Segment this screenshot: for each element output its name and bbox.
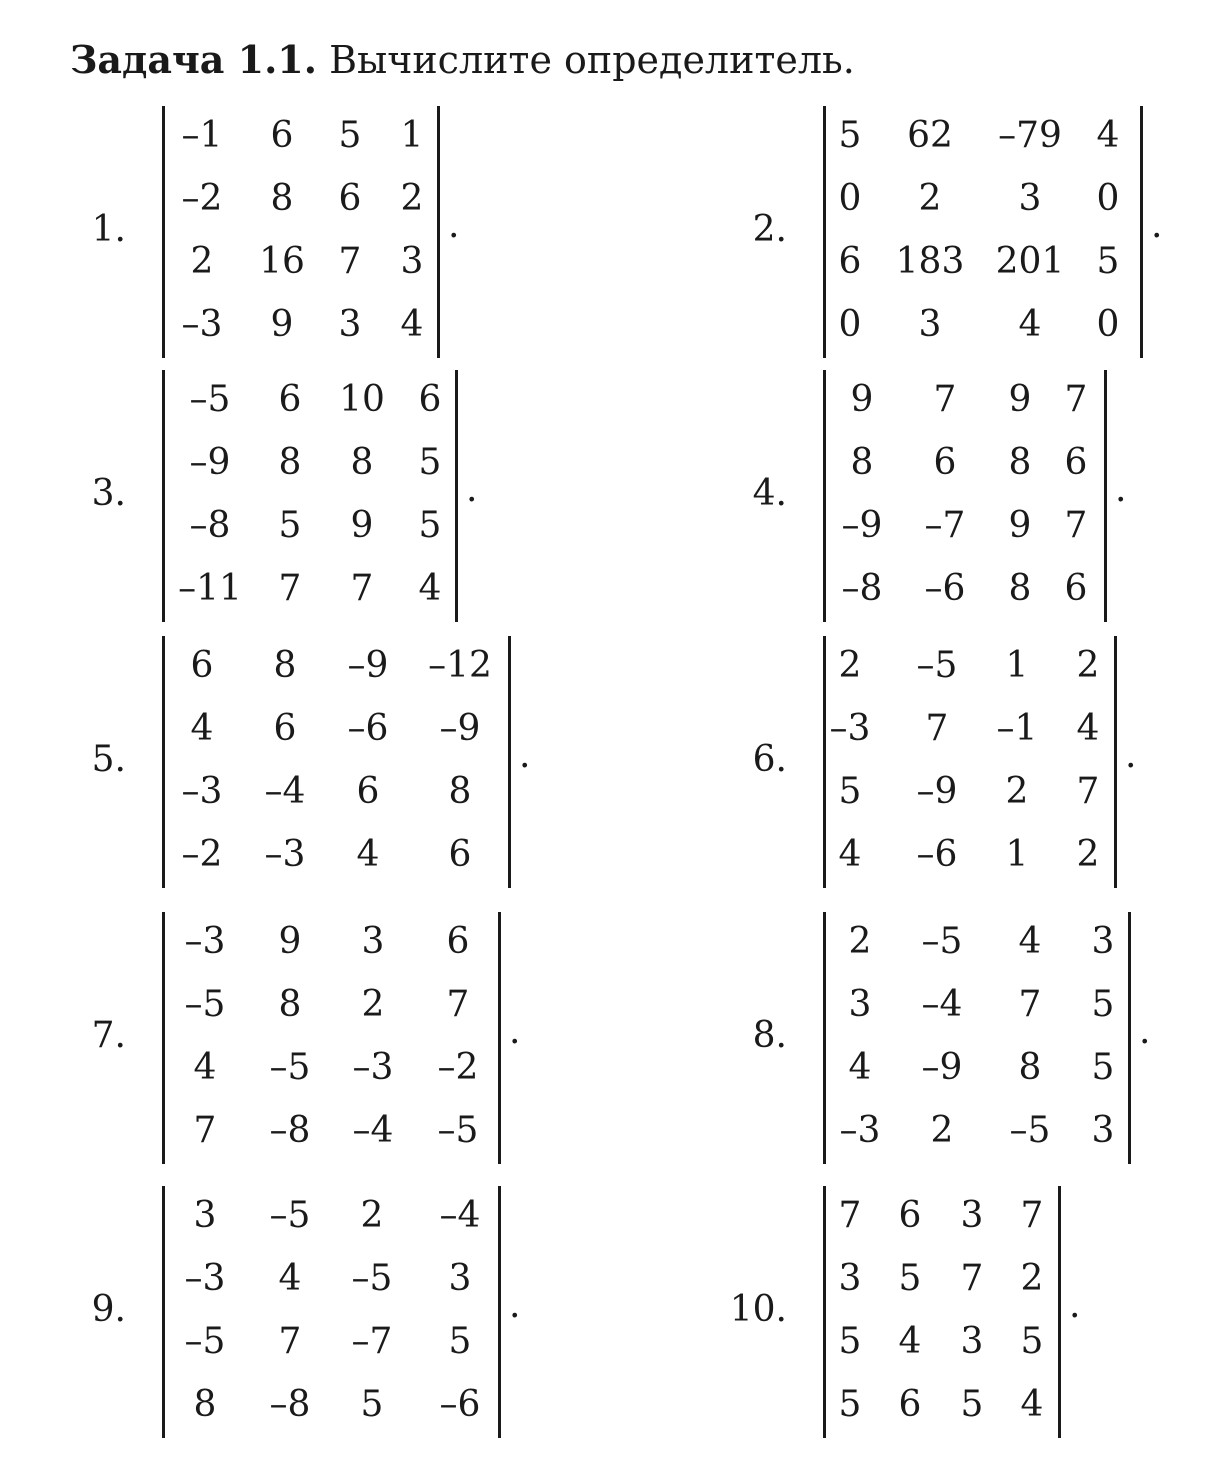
problem-1-cell-r3-c3: 7 (338, 241, 362, 282)
problem-9-cell-r3-c2: 7 (278, 1321, 302, 1362)
problem-9-cell-r2-c4: 3 (448, 1258, 472, 1299)
problem-4-cell-r3-c2: –7 (924, 505, 966, 546)
problem-7-cell-r4-c4: –5 (437, 1110, 479, 1151)
task-number: Задача 1.1. (70, 37, 317, 82)
problem-3-cell-r2-c3: 8 (350, 442, 374, 483)
problem-4-cell-r2-c1: 8 (850, 442, 874, 483)
problem-4-cell-r4-c4: 6 (1064, 568, 1088, 609)
problem-8-cell-r1-c1: 2 (848, 921, 872, 962)
problem-10-cell-r1-c3: 3 (960, 1195, 984, 1236)
problem-2-cell-r3-c2: 183 (895, 241, 965, 282)
problem-10-number: 10. (729, 1289, 787, 1330)
problem-4-cell-r1-c1: 9 (850, 379, 874, 420)
problem-9-cell-r3-c3: –7 (351, 1321, 393, 1362)
problem-6-cell-r1-c4: 2 (1076, 645, 1100, 686)
problem-6-cell-r2-c1: –3 (829, 708, 871, 749)
problem-3-cell-r1-c3: 10 (339, 379, 385, 420)
problem-8-cell-r4-c1: –3 (839, 1110, 881, 1151)
problem-3-cell-r1-c2: 6 (278, 379, 302, 420)
problem-7-cell-r4-c3: –4 (352, 1110, 394, 1151)
problem-6-number: 6. (752, 739, 787, 780)
problem-3-end-dot: . (466, 469, 478, 510)
problem-10-cell-r2-c4: 2 (1020, 1258, 1044, 1299)
problem-5-cell-r3-c2: –4 (264, 771, 306, 812)
problem-8-cell-r4-c4: 3 (1091, 1110, 1115, 1151)
problem-1-end-dot: . (448, 205, 460, 246)
problem-2-cell-r1-c2: 62 (907, 115, 953, 156)
problem-9-cell-r2-c3: –5 (351, 1258, 393, 1299)
problem-8-cell-r1-c4: 3 (1091, 921, 1115, 962)
problem-9-cell-r1-c4: –4 (439, 1195, 481, 1236)
problem-10-cell-r1-c2: 6 (898, 1195, 922, 1236)
problem-7-number: 7. (91, 1015, 126, 1056)
problem-5-cell-r1-c4: –12 (428, 645, 492, 686)
problem-7-cell-r3-c3: –3 (352, 1047, 394, 1088)
problem-4-cell-r3-c3: 9 (1008, 505, 1032, 546)
problem-10-cell-r4-c2: 6 (898, 1384, 922, 1425)
problem-9-cell-r4-c1: 8 (193, 1384, 217, 1425)
problem-2-cell-r4-c1: 0 (838, 304, 862, 345)
problem-6-cell-r3-c2: –9 (916, 771, 958, 812)
problem-7-cell-r4-c1: 7 (193, 1110, 217, 1151)
problem-6-cell-r1-c1: 2 (838, 645, 862, 686)
problem-4-cell-r2-c3: 8 (1008, 442, 1032, 483)
problem-8-cell-r2-c2: –4 (921, 984, 963, 1025)
task-heading (70, 34, 855, 86)
problem-1-cell-r2-c4: 2 (400, 178, 424, 219)
problem-8-cell-r1-c2: –5 (921, 921, 963, 962)
problem-8-cell-r2-c3: 7 (1018, 984, 1042, 1025)
problem-1-cell-r4-c4: 4 (400, 304, 424, 345)
problem-3-number: 3. (91, 473, 126, 514)
problem-9-cell-r1-c1: 3 (193, 1195, 217, 1236)
problem-1-cell-r3-c1: 2 (190, 241, 214, 282)
problem-9-cell-r4-c2: –8 (269, 1384, 311, 1425)
problem-5-number: 5. (91, 739, 126, 780)
problem-5-cell-r3-c4: 8 (448, 771, 472, 812)
problem-8-cell-r3-c4: 5 (1091, 1047, 1115, 1088)
problem-2-cell-r4-c2: 3 (918, 304, 942, 345)
problem-6-cell-r2-c2: 7 (925, 708, 949, 749)
problem-1-cell-r4-c3: 3 (338, 304, 362, 345)
problem-6-cell-r3-c1: 5 (838, 771, 862, 812)
problem-10-cell-r1-c4: 7 (1020, 1195, 1044, 1236)
problem-5-cell-r4-c3: 4 (356, 834, 380, 875)
problem-3-cell-r4-c3: 7 (350, 568, 374, 609)
problem-3-cell-r4-c4: 4 (418, 568, 442, 609)
problem-1-cell-r4-c2: 9 (270, 304, 294, 345)
problem-1-cell-r2-c3: 6 (338, 178, 362, 219)
problem-1-number: 1. (91, 209, 126, 250)
problem-2-cell-r2-c4: 0 (1096, 178, 1120, 219)
problem-2-cell-r3-c3: 201 (995, 241, 1065, 282)
problem-3-cell-r3-c3: 9 (350, 505, 374, 546)
problem-10-cell-r2-c3: 7 (960, 1258, 984, 1299)
problem-9-cell-r2-c2: 4 (278, 1258, 302, 1299)
task-instruction: Вычислите определитель. (316, 38, 855, 82)
problem-3-cell-r3-c4: 5 (418, 505, 442, 546)
problem-9-cell-r3-c4: 5 (448, 1321, 472, 1362)
problem-1-cell-r4-c1: –3 (181, 304, 223, 345)
problem-1-cell-r3-c2: 16 (259, 241, 305, 282)
problem-7-cell-r4-c2: –8 (269, 1110, 311, 1151)
problem-1-cell-r1-c3: 5 (338, 115, 362, 156)
problem-4-cell-r4-c3: 8 (1008, 568, 1032, 609)
problem-3-cell-r2-c4: 5 (418, 442, 442, 483)
problem-10-cell-r3-c4: 5 (1020, 1321, 1044, 1362)
problem-2-cell-r4-c3: 4 (1018, 304, 1042, 345)
problem-3-cell-r3-c2: 5 (278, 505, 302, 546)
problem-8-cell-r3-c2: –9 (921, 1047, 963, 1088)
problem-4-cell-r3-c4: 7 (1064, 505, 1088, 546)
problem-8-cell-r2-c4: 5 (1091, 984, 1115, 1025)
problem-8-cell-r2-c1: 3 (848, 984, 872, 1025)
problem-2-cell-r3-c4: 5 (1096, 241, 1120, 282)
problem-5-cell-r1-c1: 6 (190, 645, 214, 686)
problem-10-cell-r3-c1: 5 (838, 1321, 862, 1362)
problem-6-cell-r1-c2: –5 (916, 645, 958, 686)
problem-5-cell-r2-c1: 4 (190, 708, 214, 749)
problem-7-cell-r1-c2: 9 (278, 921, 302, 962)
problem-9-cell-r4-c4: –6 (439, 1384, 481, 1425)
problem-4-end-dot: . (1115, 469, 1127, 510)
problem-3-cell-r2-c2: 8 (278, 442, 302, 483)
problem-2-end-dot: . (1151, 205, 1163, 246)
problem-3-cell-r1-c4: 6 (418, 379, 442, 420)
problem-4-cell-r1-c2: 7 (933, 379, 957, 420)
problem-5-cell-r4-c2: –3 (264, 834, 306, 875)
problem-4-cell-r1-c3: 9 (1008, 379, 1032, 420)
problem-6-cell-r3-c4: 7 (1076, 771, 1100, 812)
problem-8-cell-r4-c2: 2 (930, 1110, 954, 1151)
problem-1-cell-r1-c1: –1 (181, 115, 223, 156)
problem-8-cell-r3-c1: 4 (848, 1047, 872, 1088)
problem-9-cell-r4-c3: 5 (360, 1384, 384, 1425)
problem-2-cell-r1-c4: 4 (1096, 115, 1120, 156)
problem-7-cell-r1-c4: 6 (446, 921, 470, 962)
problem-2-cell-r2-c1: 0 (838, 178, 862, 219)
problem-10-cell-r3-c3: 3 (960, 1321, 984, 1362)
problem-5-cell-r1-c2: 8 (273, 645, 297, 686)
problem-6-cell-r4-c1: 4 (838, 834, 862, 875)
problem-1-cell-r3-c4: 3 (400, 241, 424, 282)
problem-7-end-dot: . (509, 1011, 521, 1052)
problem-5-cell-r2-c2: 6 (273, 708, 297, 749)
problem-4-cell-r2-c4: 6 (1064, 442, 1088, 483)
problem-2-cell-r2-c3: 3 (1018, 178, 1042, 219)
problem-1-cell-r2-c2: 8 (270, 178, 294, 219)
problem-2-cell-r1-c3: –79 (998, 115, 1062, 156)
problem-1-cell-r2-c1: –2 (181, 178, 223, 219)
problem-5-cell-r1-c3: –9 (347, 645, 389, 686)
problem-10-cell-r3-c2: 4 (898, 1321, 922, 1362)
problem-9-cell-r1-c3: 2 (360, 1195, 384, 1236)
problem-10-cell-r4-c4: 4 (1020, 1384, 1044, 1425)
problem-2-cell-r3-c1: 6 (838, 241, 862, 282)
problem-8-end-dot: . (1139, 1011, 1151, 1052)
problem-7-cell-r2-c1: –5 (184, 984, 226, 1025)
problem-7-cell-r2-c3: 2 (361, 984, 385, 1025)
problem-7-cell-r3-c2: –5 (269, 1047, 311, 1088)
problem-6-cell-r4-c3: 1 (1005, 834, 1029, 875)
problem-3-cell-r4-c2: 7 (278, 568, 302, 609)
problem-10-cell-r2-c1: 3 (838, 1258, 862, 1299)
problem-3-cell-r2-c1: –9 (189, 442, 231, 483)
problem-4-cell-r2-c2: 6 (933, 442, 957, 483)
problem-7-cell-r2-c4: 7 (446, 984, 470, 1025)
problem-2-cell-r4-c4: 0 (1096, 304, 1120, 345)
problem-7-cell-r1-c3: 3 (361, 921, 385, 962)
problem-5-end-dot: . (519, 735, 531, 776)
problem-10-end-dot: . (1069, 1285, 1081, 1326)
problem-6-cell-r2-c4: 4 (1076, 708, 1100, 749)
problem-9-end-dot: . (509, 1285, 521, 1326)
problem-9-number: 9. (91, 1289, 126, 1330)
problem-5-cell-r3-c3: 6 (356, 771, 380, 812)
problem-3-cell-r4-c1: –11 (178, 568, 242, 609)
problem-7-cell-r3-c1: 4 (193, 1047, 217, 1088)
problem-6-cell-r4-c2: –6 (916, 834, 958, 875)
problem-6-cell-r4-c4: 2 (1076, 834, 1100, 875)
problem-5-cell-r4-c1: –2 (181, 834, 223, 875)
problem-8-cell-r4-c3: –5 (1009, 1110, 1051, 1151)
problem-8-cell-r1-c3: 4 (1018, 921, 1042, 962)
problem-10-cell-r4-c1: 5 (838, 1384, 862, 1425)
problem-7-cell-r3-c4: –2 (437, 1047, 479, 1088)
problem-10-cell-r2-c2: 5 (898, 1258, 922, 1299)
problem-3-cell-r3-c1: –8 (189, 505, 231, 546)
problem-9-cell-r1-c2: –5 (269, 1195, 311, 1236)
problem-1-cell-r1-c2: 6 (270, 115, 294, 156)
problem-9-cell-r2-c1: –3 (184, 1258, 226, 1299)
problem-5-cell-r3-c1: –3 (181, 771, 223, 812)
problem-10-cell-r4-c3: 5 (960, 1384, 984, 1425)
problem-4-cell-r4-c1: –8 (841, 568, 883, 609)
problem-4-cell-r4-c2: –6 (924, 568, 966, 609)
problem-9-cell-r3-c1: –5 (184, 1321, 226, 1362)
problem-4-cell-r1-c4: 7 (1064, 379, 1088, 420)
problem-7-cell-r2-c2: 8 (278, 984, 302, 1025)
problem-6-cell-r3-c3: 2 (1005, 771, 1029, 812)
problem-4-cell-r3-c1: –9 (841, 505, 883, 546)
problem-3-cell-r1-c1: –5 (189, 379, 231, 420)
problem-8-cell-r3-c3: 8 (1018, 1047, 1042, 1088)
problem-5-cell-r4-c4: 6 (448, 834, 472, 875)
problem-2-number: 2. (752, 209, 787, 250)
problem-10-cell-r1-c1: 7 (838, 1195, 862, 1236)
problem-5-cell-r2-c4: –9 (439, 708, 481, 749)
problem-1-cell-r1-c4: 1 (400, 115, 424, 156)
problem-6-cell-r2-c3: –1 (996, 708, 1038, 749)
problem-5-cell-r2-c3: –6 (347, 708, 389, 749)
problem-8-number: 8. (752, 1015, 787, 1056)
problem-6-cell-r1-c3: 1 (1005, 645, 1029, 686)
problem-2-cell-r1-c1: 5 (838, 115, 862, 156)
problem-7-cell-r1-c1: –3 (184, 921, 226, 962)
problem-4-number: 4. (752, 473, 787, 514)
problem-2-cell-r2-c2: 2 (918, 178, 942, 219)
problem-6-end-dot: . (1125, 735, 1137, 776)
